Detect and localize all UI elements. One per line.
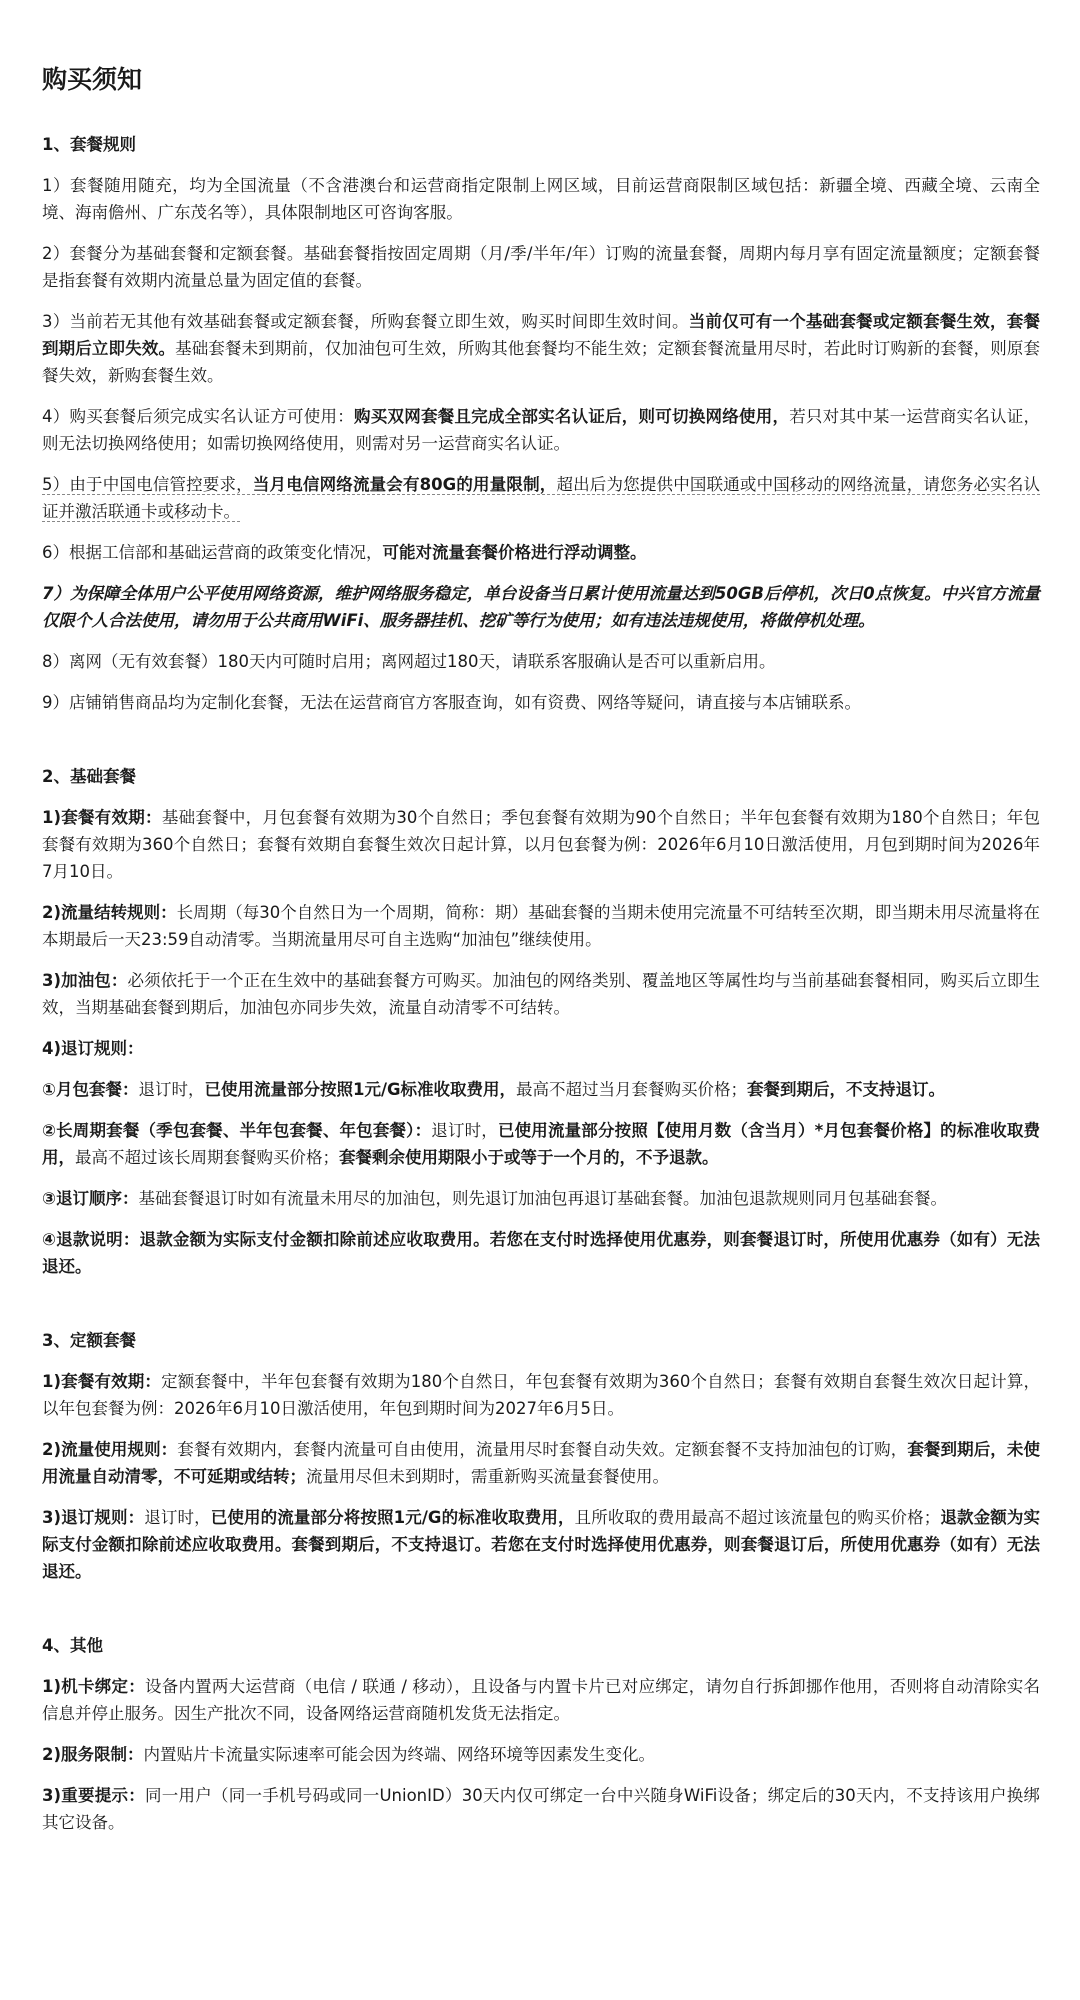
basic-order: ③退订顺序：基础套餐退订时如有流量未用尽的加油包，则先退订加油包再退订基础套餐。加油包退款规则同月包基础套餐。 xyxy=(42,1189,947,1208)
section-heading: 2、基础套餐 xyxy=(42,767,136,786)
other-tip: 3)重要提示：同一用户（同一手机号码或同一UnionID）30天内仅可绑定一台中兴随身WiFi设备；绑定后的30天内，不支持该用户换绑其它设备。 xyxy=(42,1786,1040,1832)
page-title: 购买须知 xyxy=(42,65,143,94)
rule-8: 8）离网（无有效套餐）180天内可随时启用；离网超过180天，请联系客服确认是否可以重新启用。 xyxy=(42,652,776,671)
fixed-usage: 2)流量使用规则：套餐有效期内，套餐内流量可自由使用，流量用尽时套餐自动失效。定额套餐不支持加油包的订购，套餐到期后，未使用流量自动清零，不可延期或结转；流量用尽但未到期时，需重新购买流量套餐使用。 xyxy=(42,1440,1040,1486)
section-heading: 3、定额套餐 xyxy=(42,1331,136,1350)
basic-monthly: ①月包套餐：退订时，已使用流量部分按照1元/G标准收取费用，最高不超过当月套餐购买价格；套餐到期后，不支持退订。 xyxy=(42,1080,946,1099)
fixed-validity: 1)套餐有效期：定额套餐中，半年包套餐有效期为180个自然日，年包套餐有效期为360个自然日；套餐有效期自套餐生效次日起计算，以年包套餐为例：2026年6月10日激活使用，年包到期时间为2027年6月5日。 xyxy=(42,1372,1040,1418)
basic-carryover: 2)流量结转规则：长周期（每30个自然日为一个周期，简称：期）基础套餐的当期未使用完流量不可结转至次期，即当期未用尽流量将在本期最后一天23:59自动清零。当期流量用尽可自主选购“加油包”继续使用。 xyxy=(42,903,1040,949)
other-binding: 1)机卡绑定：设备内置两大运营商（电信 / 联通 / 移动），且设备与内置卡片已对应绑定，请勿自行拆卸挪作他用，否则将自动清除实名信息并停止服务。因生产批次不同，设备网络运营商随机发货无法指定。 xyxy=(42,1677,1040,1723)
fixed-unsubscribe: 3)退订规则：退订时，已使用的流量部分将按照1元/G的标准收取费用，且所收取的费用最高不超过该流量包的购买价格；退款金额为实际支付金额扣除前述应收取费用。套餐到期后，不支持退订。若您在支付时选择使用优惠券，则套餐退订后，所使用优惠券（如有）无法退还。 xyxy=(42,1508,1041,1581)
rule-7: 7）为保障全体用户公平使用网络资源，维护网络服务稳定，单台设备当日累计使用流量达到50GB后停机，次日0点恢复。中兴官方流量仅限个人合法使用，请勿用于公共商用WiFi、服务器挂机、挖矿等行为使用；如有违法违规使用，将做停机处理。 xyxy=(42,584,1040,630)
basic-addon: 3)加油包：必须依托于一个正在生效中的基础套餐方可购买。加油包的网络类别、覆盖地区等属性均与当前基础套餐相同，购买后立即生效，当期基础套餐到期后，加油包亦同步失效，流量自动清零不可结转。 xyxy=(42,971,1041,1017)
rule-4: 4）购买套餐后须完成实名认证方可使用：购买双网套餐且完成全部实名认证后，则可切换网络使用，若只对其中某一运营商实名认证，则无法切换网络使用；如需切换网络使用，则需对另一运营商实名认证。 xyxy=(42,407,1041,453)
section-package-rules xyxy=(42,132,1040,716)
rule-5: 5）由于中国电信管控要求，当月电信网络流量会有80G的用量限制，超出后为您提供中国联通或中国移动的网络流量，请您务必实名认证并激活联通卡或移动卡。 xyxy=(42,475,1040,521)
basic-validity: 1)套餐有效期：基础套餐中，月包套餐有效期为30个自然日；季包套餐有效期为90个自然日；半年包套餐有效期为180个自然日；年包套餐有效期为360个自然日；套餐有效期自套餐生效次日起计算，以月包套餐为例：2026年6月10日激活使用，月包到期时间为2026年7月10日。 xyxy=(42,808,1040,881)
section-fixed-package xyxy=(42,1328,1040,1585)
rule-9: 9）店铺销售商品均为定制化套餐，无法在运营商官方客服查询，如有资费、网络等疑问，请直接与本店铺联系。 xyxy=(42,693,861,712)
rule-2: 2）套餐分为基础套餐和定额套餐。基础套餐指按固定周期（月/季/半年/年）订购的流量套餐，周期内每月享有固定流量额度；定额套餐是指套餐有效期内流量总量为固定值的套餐。 xyxy=(42,244,1040,290)
section-heading: 1、套餐规则 xyxy=(42,135,136,154)
rule-1: 1）套餐随用随充，均为全国流量（不含港澳台和运营商指定限制上网区域，目前运营商限制区域包括：新疆全境、西藏全境、云南全境、海南儋州、广东茂名等），具体限制地区可咨询客服。 xyxy=(42,176,1040,222)
basic-long-term: ②长周期套餐（季包套餐、半年包套餐、年包套餐）：退订时，已使用流量部分按照【使用月数（含当月）*月包套餐价格】的标准收取费用，最高不超过该长周期套餐购买价格；套餐剩余使用期限小于或等于一个月的，不予退款。 xyxy=(42,1121,1040,1167)
basic-refund: ④退款说明：退款金额为实际支付金额扣除前述应收取费用。若您在支付时选择使用优惠券，则套餐退订时，所使用优惠券（如有）无法退还。 xyxy=(42,1230,1040,1276)
rule-6: 6）根据工信部和基础运营商的政策变化情况，可能对流量套餐价格进行浮动调整。 xyxy=(42,543,647,562)
section-other xyxy=(42,1633,1040,1836)
section-basic-package xyxy=(42,764,1040,1280)
other-limit: 2)服务限制：内置贴片卡流量实际速率可能会因为终端、网络环境等因素发生变化。 xyxy=(42,1745,656,1764)
rule-3: 3）当前若无其他有效基础套餐或定额套餐，所购套餐立即生效，购买时间即生效时间。当前仅可有一个基础套餐或定额套餐生效，套餐到期后立即失效。基础套餐未到期前，仅加油包可生效，所购其他套餐均不能生效；定额套餐流量用尽时，若此时订购新的套餐，则原套餐失效，新购套餐生效。 xyxy=(42,312,1041,385)
section-heading: 4、其他 xyxy=(42,1636,103,1655)
basic-unsubscribe-title: 4)退订规则： xyxy=(42,1039,144,1058)
